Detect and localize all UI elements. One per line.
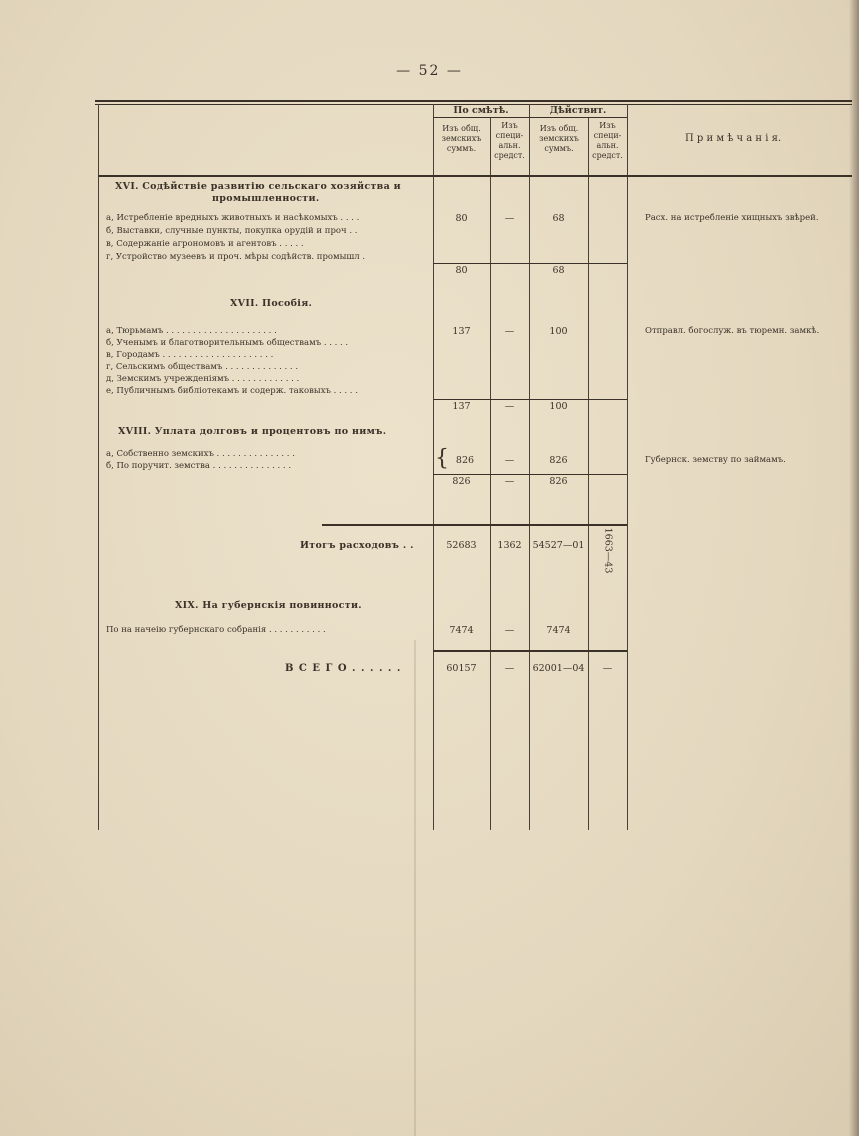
s18-c1: 826 [455,455,475,466]
s17-line-b: б, Ученымъ и благотворительнымъ обществамъ . . . . . [106,338,349,348]
vsego-rule [433,650,627,652]
s16-line-a: а, Истребленіе вредныхъ животныхъ и насѣкомыхъ . . . . [106,213,360,223]
top-rule [95,100,852,102]
header-col4: Изъ специ- альн. средст. [592,121,623,160]
s16-note: Расх. на истребленіе хищныхъ звѣрей. [645,213,819,223]
vsego-c4: — [602,663,613,674]
s17-line-e: е, Публичнымъ библіотекамъ и содерж. таковыхъ . . . . . [106,386,358,396]
s16-c3: 68 [552,213,565,224]
s17-sum-rule [433,399,627,400]
left-border [98,104,99,830]
s17-sum-c2: — [504,401,515,412]
s17-sum-c1: 137 [452,401,471,412]
s16-c1: 80 [455,213,468,224]
s18-note: Губернск. земству по займамъ. [645,455,786,465]
s19-line: По на начеію губернскаго собранія . . . . . . . . . . . [106,625,326,635]
s17-sum-c3: 100 [549,401,568,412]
header-group-rule [433,117,627,118]
s17-line-g: г, Сельскимъ обществамъ . . . . . . . . . . . . . . [106,362,299,372]
header-notes: П р и м ѣ ч а н і я. [685,133,782,144]
header-col3: Изъ общ. земскихъ суммъ. [539,124,579,153]
vsego-c2: — [504,663,515,674]
s18-sum-c2: — [504,476,515,487]
header-po-smete: По смѣтѣ. [453,105,509,116]
header-col1: Изъ общ. земскихъ суммъ. [441,124,482,153]
s16-title-1: XVI. Содѣйствіе развитію сельскаго хозяйства и [115,181,401,192]
s16-sum-rule [433,263,627,264]
s16-line-v: в, Содержаніе агрономовъ и агентовъ . . . . . [106,239,304,249]
itog-label: Итогъ расходовъ . . [300,540,414,551]
itog-c1: 52683 [446,540,477,551]
s18-sum-rule [433,474,627,475]
header-col2: Изъ специ- альн. средст. [494,121,525,160]
s16-c2: — [504,213,515,224]
s17-c1: 137 [452,326,471,337]
s18-c3: 826 [549,455,568,466]
s17-line-d: д, Земскимъ учрежденіямъ . . . . . . . . . . . . . [106,374,300,384]
itog-c2: 1362 [497,540,522,551]
s17-title: XVII. Пособія. [230,298,313,309]
s18-line-a: а, Собственно земскихъ . . . . . . . . . . . . . . . [106,449,295,459]
s17-line-v: в, Городамъ . . . . . . . . . . . . . . . . . . . . . [106,350,274,360]
s17-c3: 100 [549,326,568,337]
s18-brace: { [435,446,449,471]
header-deistvit: Дѣйствит. [549,105,607,116]
vsego-label: В С Е Г О . . . . . . [285,663,402,674]
s19-c1: 7474 [449,625,474,636]
s18-title: XVIII. Уплата долговъ и процентовъ по нимъ. [118,426,387,437]
s16-sum-c3: 68 [552,265,565,276]
page-number: — 52 — [396,63,463,79]
itog-c3: 54527—01 [532,540,585,551]
s19-title: XIX. На губернскія повинности. [175,600,362,611]
s18-sum-c3: 826 [549,476,568,487]
s19-c2: — [504,625,515,636]
s16-title-2: промышленности. [212,193,320,204]
s16-line-b: б, Выставки, случные пункты, покупка орудій и проч . . [106,226,358,236]
vsego-c3: 62001—04 [532,663,585,674]
s18-c2: — [504,455,515,466]
itog-c4: 1663—43 [602,527,614,574]
s19-c3: 7474 [546,625,571,636]
itog-rule [322,524,627,526]
col-rule-5 [627,104,628,830]
s17-c2: — [504,326,515,337]
s18-sum-c1: 826 [452,476,471,487]
header-bottom-rule [98,175,852,177]
s18-line-b: б, По поручит. земства . . . . . . . . . . . . . . . [106,461,292,471]
s16-line-g: г, Устройство музеевъ и проч. мѣры содѣйств. промышл . [106,252,366,262]
s17-line-a: а, Тюрьмамъ . . . . . . . . . . . . . . . . . . . . . [106,326,277,336]
s16-sum-c1: 80 [455,265,468,276]
paper-fold [414,640,416,1136]
vsego-c1: 60157 [446,663,477,674]
s17-note: Отправл. богослуж. въ тюремн. замкѣ. [645,326,820,336]
page-edge-shadow [849,0,859,1136]
